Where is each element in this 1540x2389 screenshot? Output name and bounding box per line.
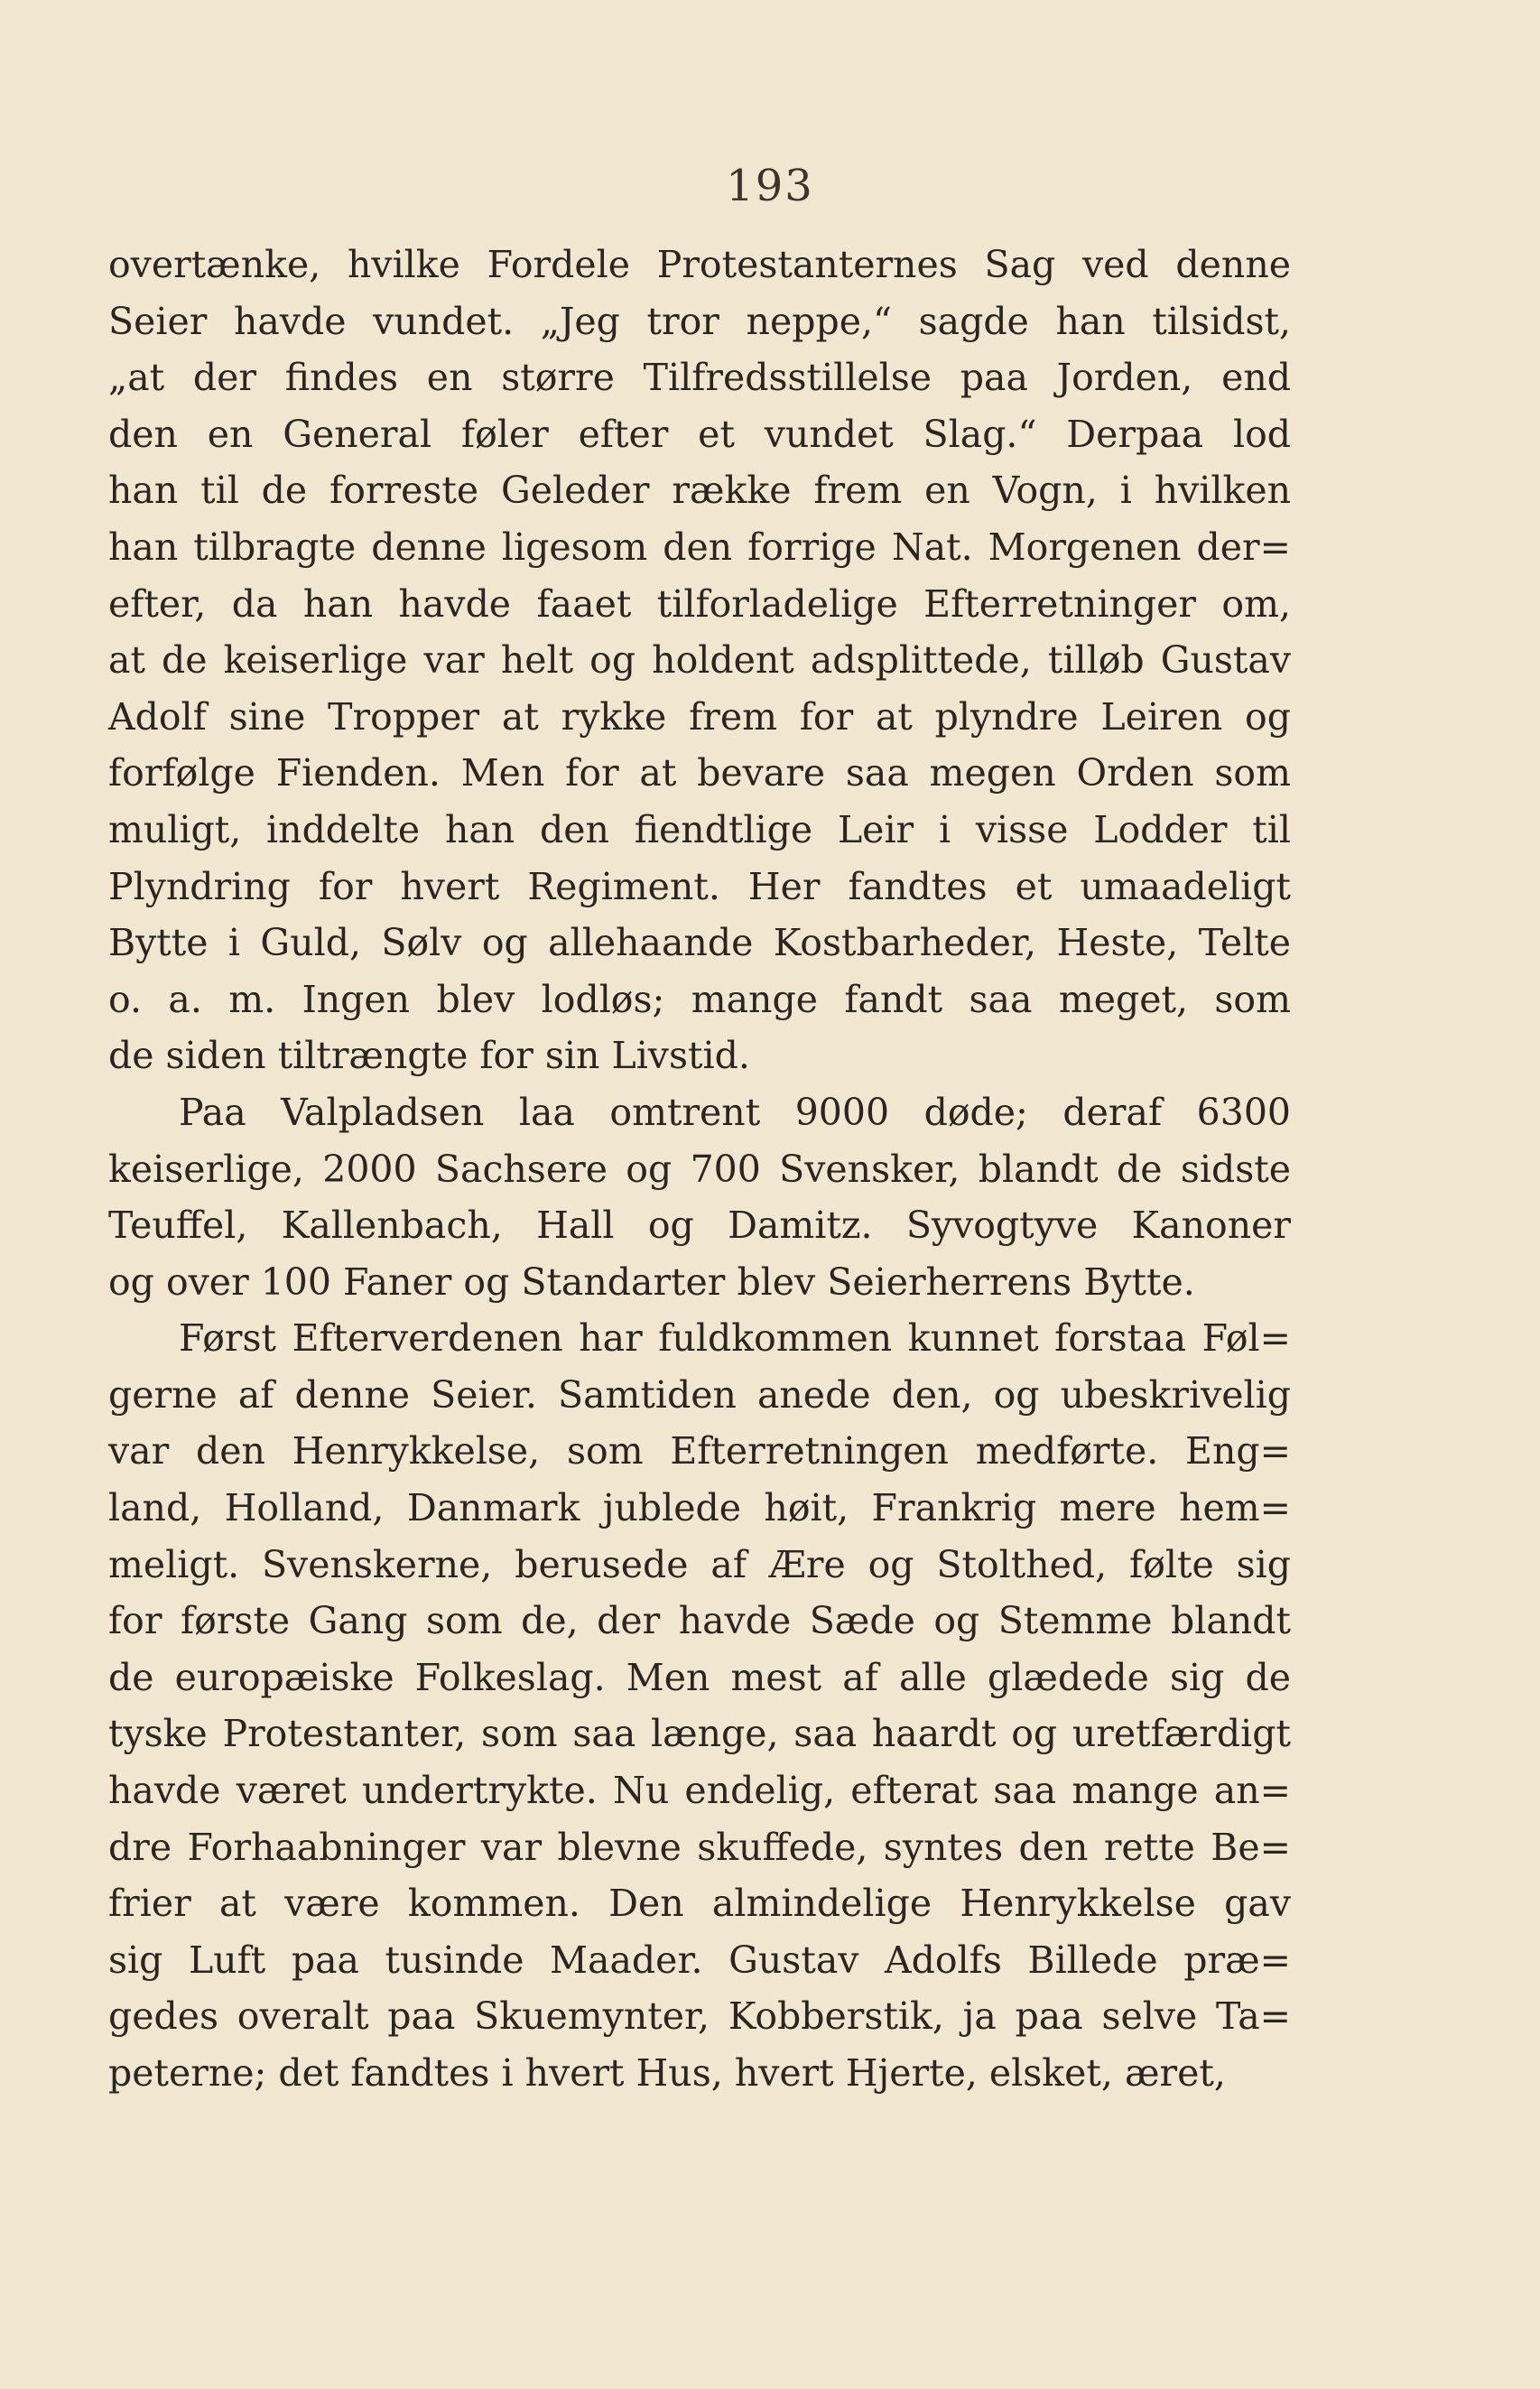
text-line: frier at være kommen. Den almindelige Henrykkelse gav: [108, 1882, 1291, 1926]
paragraph-start-line: Paa Valpladsen laa omtrent 9000 døde; deraf 6300: [179, 1090, 1291, 1134]
body-text: [108, 237, 1291, 2102]
text-line: den en General føler efter et vundet Slag.“ Derpaa lod: [108, 412, 1291, 456]
text-line: for første Gang som de, der havde Sæde og Stemme blandt: [108, 1599, 1291, 1643]
text-line: han tilbragte denne ligesom den forrige Nat. Morgenen der=: [108, 525, 1291, 569]
text-line: han til de forreste Geleder række frem en Vogn, i hvilken: [108, 469, 1291, 513]
text-line: keiserlige, 2000 Sachsere og 700 Svensker, blandt de sidste: [108, 1147, 1291, 1191]
text-line: forfølge Fienden. Men for at bevare saa megen Orden som: [108, 751, 1291, 795]
text-line: „at der findes en større Tilfredsstillelse paa Jorden, end: [108, 356, 1291, 400]
paragraph-start-line: Først Efterverdenen har fuldkommen kunnet forstaa Føl=: [179, 1316, 1291, 1361]
text-line: land, Holland, Danmark jublede høit, Frankrig mere hem=: [108, 1486, 1291, 1530]
text-line: peterne; det fandtes i hvert Hus, hvert Hjerte, elsket, æret,: [108, 2051, 1226, 2095]
text-line: var den Henrykkelse, som Efterretningen medførte. Eng=: [108, 1429, 1291, 1473]
page-number: 193: [726, 161, 814, 211]
text-line: de europæiske Folkeslag. Men mest af alle glædede sig de: [108, 1655, 1291, 1699]
text-line: gerne af denne Seier. Samtiden anede den, og ubeskrivelig: [108, 1372, 1291, 1417]
text-line: sig Luft paa tusinde Maader. Gustav Adolfs Billede præ=: [108, 1938, 1291, 1982]
text-line: muligt, inddelte han den fiendtlige Leir i visse Lodder til: [108, 807, 1291, 851]
text-line: havde været undertrykte. Nu endelig, efterat saa mange an=: [108, 1769, 1291, 1813]
paragraph-end-line: de siden tiltrængte for sin Livstid.: [108, 1034, 750, 1078]
paragraph-end-line: og over 100 Faner og Standarter blev Seierherrens Bytte.: [108, 1260, 1195, 1304]
text-line: tyske Protestanter, som saa længe, saa haardt og uretfærdigt: [108, 1712, 1291, 1756]
text-line: gedes overalt paa Skuemynter, Kobberstik, ja paa selve Ta=: [108, 1994, 1291, 2039]
text-line: efter, da han havde faaet tilforladelige Efterretninger om,: [108, 581, 1291, 626]
text-line: dre Forhaabninger var blevne skuffede, syntes den rette Be=: [108, 1825, 1291, 1869]
text-line: Teuffel, Kallenbach, Hall og Damitz. Syvogtyve Kanoner: [108, 1204, 1291, 1248]
text-line: Adolf sine Tropper at rykke frem for at plyndre Leiren og: [108, 694, 1291, 739]
text-line: Seier havde vundet. „Jeg tror neppe,“ sagde han tilsidst,: [108, 299, 1291, 343]
text-line: Bytte i Guld, Sølv og allehaande Kostbarheder, Heste, Telte: [108, 921, 1291, 965]
text-line: Plyndring for hvert Regiment. Her fandtes et umaadeligt: [108, 864, 1291, 908]
text-line: at de keiserlige var helt og holdent adsplittede, tilløb Gustav: [108, 638, 1291, 683]
text-line: meligt. Svenskerne, berusede af Ære og Stolthed, følte sig: [108, 1542, 1291, 1586]
text-line: o. a. m. Ingen blev lodløs; mange fandt saa meget, som: [108, 977, 1291, 1021]
text-line: overtænke, hvilke Fordele Protestanternes Sag ved denne: [108, 243, 1291, 286]
